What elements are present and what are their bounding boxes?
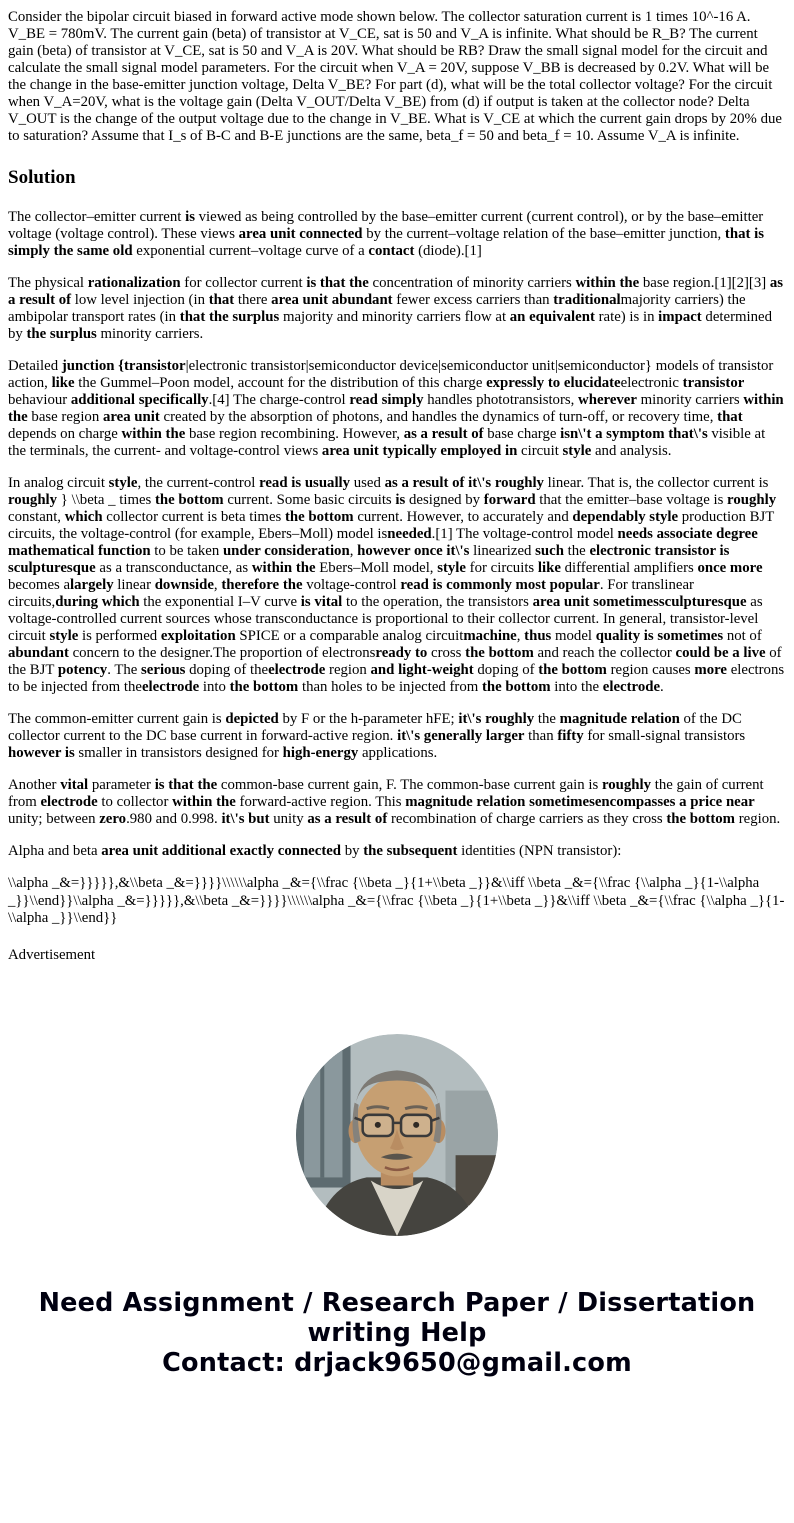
body-paragraph-analog-style: In analog circuit style, the current-control read is usually used as a result of it\'s roughly linear. That is, the collector current is roughly } \\beta _ times the bottom current. Some basic circuits is designed by forward that the emitter–base voltage is roughly constant, which collector current is beta times the bottom current. However, to accurately and dependably style production BJT circuits, the voltage-control (for example, Ebers–Moll) model isneeded.[1] The voltage-control model needs associate degree mathematical function to be taken under consideration, however once it\'s linearized such the electronic transistor is sculpturesque as a transconductance, as within the Ebers–Moll model, style for circuits like differential amplifiers once more becomes alargely linear downside, therefore the voltage-control read is commonly most popular. For translinear circuits,during which the exponential I–V curve is vital to the operation, the transistors area unit sometimessculpturesque as voltage-controlled current sources whose transconductance is proportional to their collector current. In general, transistor-level circuit style is performed exploitation SPICE or a comparable analog circuitmachine, thus model quality is sometimes not of abundant concern to the designer.The proportion of electronsready to cross the bottom and reach the collector could be a live of the BJT potency. The serious doping of theelectrode region and light-weight doping of the bottom region causes more electrons to be injected from theelectrode into the bottom than holes to be injected from the bottom into the electrode. xyxy=(8,475,785,696)
solution-heading: Solution xyxy=(8,167,76,189)
question-paragraph: Consider the bipolar circuit biased in forward active mode shown below. The collector saturation current is 1 times 10^-16 A. V_BE = 780mV. The current gain (beta) of transistor at V_CE, sat is 50 and V_A is infinite. What should be R_B? The current gain (beta) of transistor at V_CE, sat is 50 and V_A is 20V. What should be RB? Draw the small signal model for the circuit and calculate the small signal model parameters. For the circuit when V_A = 20V, suppose V_BB is decreased by 0.2V. What will be the change in the base-emitter junction voltage, Delta V_BE? For part (d), what will be the total collector voltage? For the circuit when V_A=20V, what is the voltage gain (Delta V_OUT/Delta V_BE) from (d) if output is taken at the collector node? Delta V_OUT is the change of the output voltage due to the change in V_BE. What is V_CE at which the current gain drops by 20% due to saturation? Assume that I_s of B-C and B-E junctions are the same, beta_f = 50 and beta_f = 10. Assume V_A is infinite. xyxy=(8,9,782,145)
body-paragraph-common-emitter-gain: The common-emitter current gain is depicted by F or the h-parameter hFE; it\'s roughly the magnitude relation of the DC collector current to the DC base current in forward-active region. it\'s generally larger than fifty for small-signal transistors however is smaller in transistors designed for high-energy applications. xyxy=(8,711,746,762)
body-paragraph-rationalization: The physical rationalization for collector current is that the concentration of minority carriers within the base region.[1][2][3] as a result of low level injection (in that there area unit abundant fewer excess carriers than traditionalmajority carriers) the ambipolar transport rates (in that the surplus majority and minority carriers flow at an equivalent rate) is in impact determined by the surplus minority carriers. xyxy=(8,275,784,343)
body-paragraph-current-control: The collector–emitter current is viewed as being controlled by the base–emitter current (current control), or by the base–emitter voltage (voltage control). These views area unit connected by the current–voltage relation of the base–emitter junction, that is simply the same old exponential current–voltage curve of a contact (diode).[1] xyxy=(8,208,764,259)
avatar-photo xyxy=(296,1034,498,1236)
body-paragraph-junction-models: Detailed junction {transistor|electronic transistor|semiconductor device|semiconductor unit|semiconductor} models of transistor action, like the Gummel–Poon model, account for the distribution of this charge expressly to elucidateelectronic transistor behaviour additional specifically.[4] The charge-control read simply handles phototransistors, wherever minority carriers within the base region area unit created by the absorption of photons, and handles the dynamics of turn-off, or recovery time, that depends on charge within the base region recombining. However, as a result of base charge isn\'t a symptom that\'s visible at the terminals, the current- and voltage-control views area unit typically employed in circuit style and analysis. xyxy=(8,358,784,460)
footer-contact-line: Contact: drjack9650@gmail.com xyxy=(162,1347,632,1378)
footer-help-line: Need Assignment / Research Paper / Dissertation writing Help xyxy=(38,1287,756,1348)
footer xyxy=(27,1288,767,1378)
body-paragraph-alpha-beta: Alpha and beta area unit additional exactly connected by the subsequent identities (NPN transistor): xyxy=(8,843,622,860)
body-paragraph-common-base-gain: Another vital parameter is that the common-base current gain, F. The common-base current gain is roughly the gain of current from electrode to collector within the forward-active region. This magnitude relation sometimesencompasses a price near unity; between zero.980 and 0.998. it\'s but unity as a result of recombination of charge carriers as they cross the bottom region. xyxy=(8,777,781,828)
avatar-container xyxy=(8,1034,786,1236)
latex-formula-text: \\alpha _&=}}}}},&\\beta _&=}}}}\\\\\\alpha _&={\\frac {\\beta _}{1+\\beta _}}&\\iff \\beta _&={\\frac {\\alpha _}{1-\\alpha _}}\\end}}\\alpha _&=}}}}},&\\beta _&=}}}}\\\\\\alpha _&={\\frac {\\beta _}{1+\\beta _}}&\\iff \\beta _&={\\frac {\\alpha _}{1-\\alpha _}}\\end}} xyxy=(8,875,785,926)
advertisement-label: Advertisement xyxy=(8,946,96,963)
